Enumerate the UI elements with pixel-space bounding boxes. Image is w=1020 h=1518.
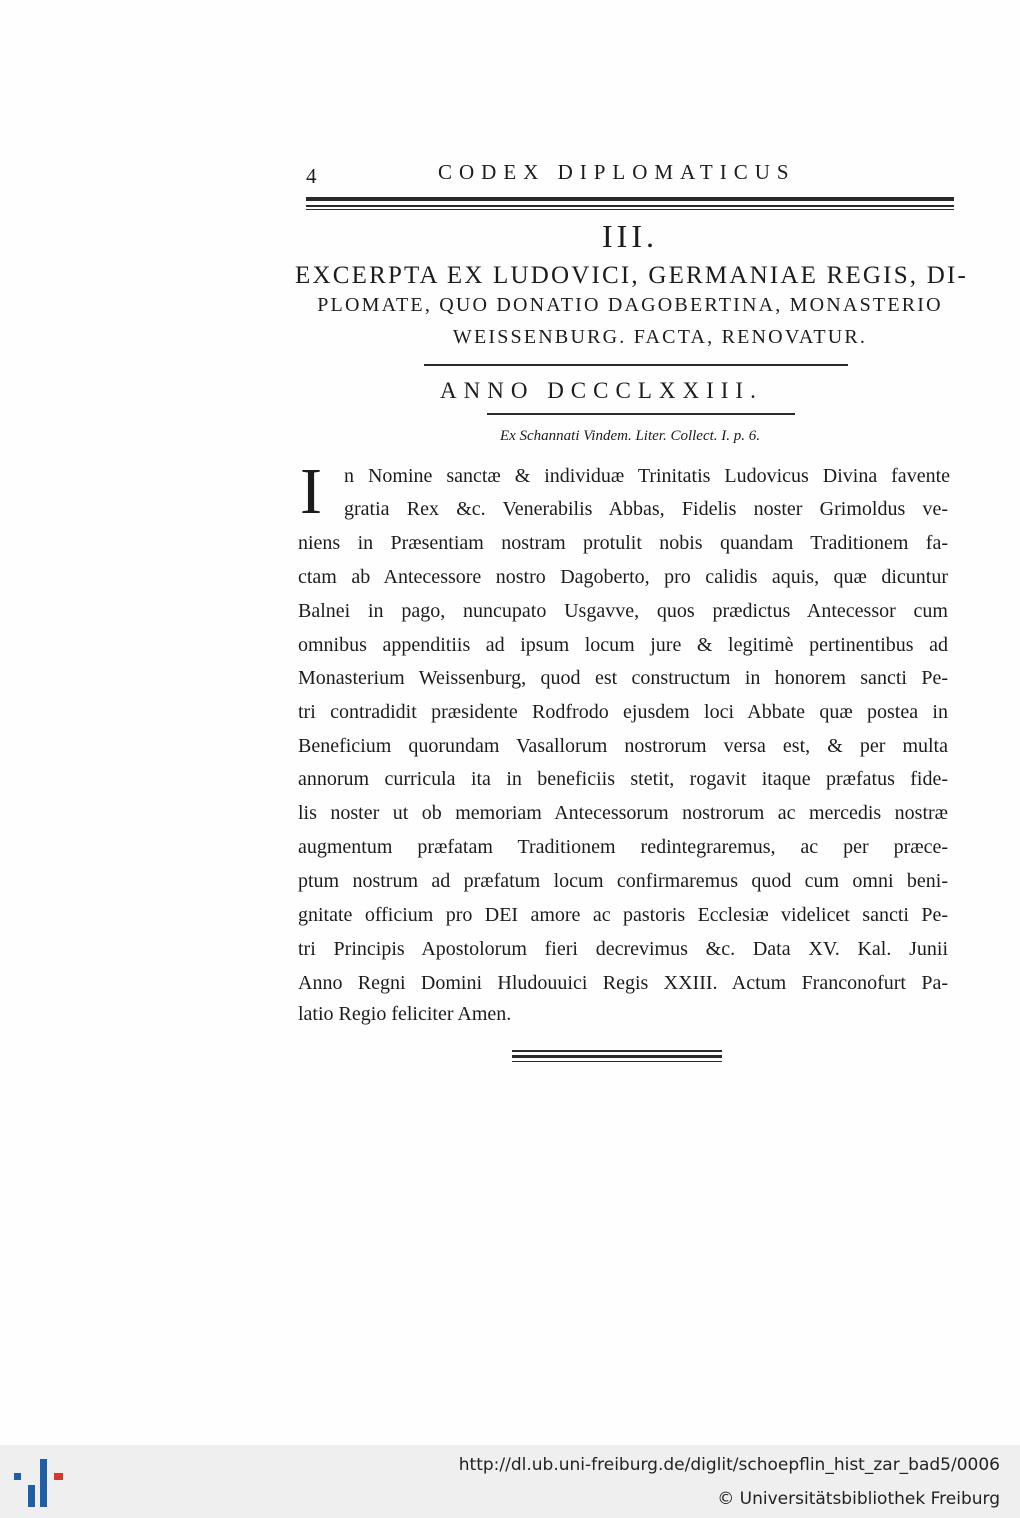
logo-bar-blue-tall: [40, 1459, 47, 1507]
text-line: tri Principis Apostolorum fieri decrevimus &c. Data XV. Kal. Junii: [298, 938, 948, 960]
text-line: lis noster ut ob memoriam Antecessorum nostrorum ac mercedis nostræ: [298, 802, 948, 824]
text-line: ctam ab Antecessore nostro Dagoberto, pro calidis aquis, quæ dicuntur: [298, 566, 948, 588]
text-line: omnibus appenditiis ad ipsum locum jure & legitimè pertinentibus ad: [298, 634, 948, 656]
copyright-notice: © Universitätsbibliothek Freiburg: [717, 1489, 1000, 1509]
document-title-line-2: PLOMATE, QUO DONATIO DAGOBERTINA, MONASTERIO: [317, 294, 943, 316]
text-line: Anno Regni Domini Hludouuici Regis XXIII. Actum Franconofurt Pa-: [298, 972, 948, 994]
running-head: [300, 158, 960, 192]
header-rule-thick: [306, 197, 954, 201]
text-line: annorum curricula ita in beneficiis stetit, rogavit itaque præfatus fide-: [298, 768, 948, 790]
header-rule-thin: [306, 205, 954, 207]
text-line: tri contradidit præsidente Rodfrodo ejusdem loci Abbate quæ postea in: [298, 701, 948, 723]
anno-rule: [487, 413, 795, 415]
document-number: III.: [602, 218, 658, 254]
end-rule-top: [512, 1050, 722, 1052]
text-line: Beneficium quorundam Vasallorum nostrorum versa est, & per multa: [298, 735, 948, 757]
source-citation: Ex Schannati Vindem. Liter. Collect. I. p. 6.: [499, 428, 761, 444]
anno-heading: ANNO DCCCLXXIII.: [440, 378, 763, 403]
text-line: gnitate officium pro DEI amore ac pastoris Ecclesiæ videlicet sancti Pe-: [298, 904, 948, 926]
library-footer: [0, 1445, 1020, 1518]
title-rule: [424, 364, 848, 366]
logo-bar-left: [14, 1473, 21, 1480]
end-rule-middle: [512, 1055, 722, 1058]
text-line: augmentum præfatam Traditionem redintegraremus, ac per præce-: [298, 836, 948, 858]
logo-bar-red: [54, 1473, 63, 1480]
text-line: Monasterium Weissenburg, quod est constructum in honorem sancti Pe-: [298, 667, 948, 689]
text-line: ptum nostrum ad præfatum locum confirmaremus quod cum omni beni-: [298, 870, 948, 892]
drop-cap: I: [300, 455, 322, 528]
document-title-line-1: EXCERPTA EX LUDOVICI, GERMANIAE REGIS, DI-: [295, 262, 969, 289]
document-title-line-3: WEISSENBURG. FACTA, RENOVATUR.: [452, 326, 868, 348]
page-number: 4: [306, 164, 317, 188]
text-line: n Nomine sanctæ & individuæ Trinitatis Ludovicus Divina favente: [344, 465, 950, 487]
logo-bar-blue-short: [28, 1485, 35, 1507]
library-logo-icon: [14, 1457, 68, 1511]
permalink-url[interactable]: http://dl.ub.uni-freiburg.de/diglit/schoepflin_hist_zar_bad5/0006: [458, 1455, 1000, 1475]
text-line: niens in Præsentiam nostram protulit nobis quandam Traditionem fa-: [298, 532, 948, 554]
running-title: CODEX DIPLOMATICUS: [438, 160, 796, 184]
text-line: gratia Rex &c. Venerabilis Abbas, Fidelis noster Grimoldus ve-: [344, 498, 948, 520]
text-line: latio Regio feliciter Amen.: [298, 1003, 512, 1025]
header-rule-bottom: [306, 209, 954, 210]
end-rule-bottom: [512, 1061, 722, 1062]
text-line: Balnei in pago, nuncupato Usgavve, quos prædictus Antecessor cum: [298, 600, 948, 622]
